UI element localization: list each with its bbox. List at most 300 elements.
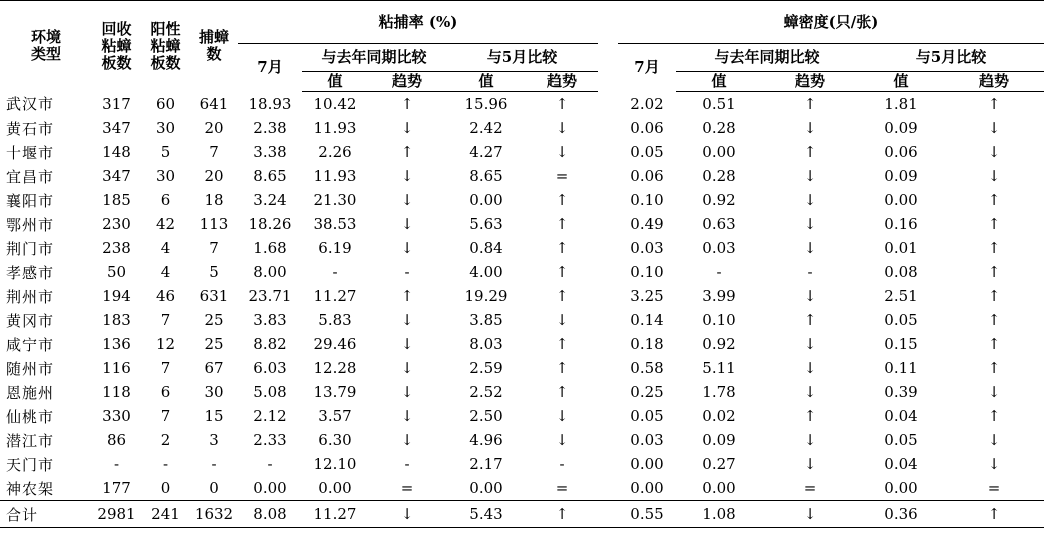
- cell-dens-july: 0.05: [630, 407, 664, 425]
- cell-dens-may-trend: ↓: [987, 455, 1001, 473]
- cell-captured: 7: [209, 239, 219, 257]
- cell-city: 仙桃市: [6, 407, 55, 426]
- cell-city: 荆州市: [6, 287, 55, 306]
- cell-rate-ly-val: 10.42: [313, 95, 357, 113]
- cell-rate-may-trend: ↑: [555, 359, 569, 377]
- header-capture-rate: 粘捕率 (%): [238, 1, 598, 44]
- cell-rate-ly-trend: ↓: [400, 383, 414, 401]
- cell-city: 襄阳市: [6, 191, 55, 210]
- cell-dens-ly-trend: ↑: [803, 311, 817, 329]
- cell-rate-july: 0.00: [253, 479, 287, 497]
- cell-dens-ly-val: 1.08: [676, 501, 762, 528]
- cell-dens-july: 0.18: [630, 335, 664, 353]
- header-captured: 捕蟑 数: [198, 28, 229, 64]
- cell-rate-july: 2.33: [253, 431, 287, 449]
- cell-dens-ly-trend: ↑: [803, 407, 817, 425]
- cell-dens-may-trend: ↑: [987, 215, 1001, 233]
- header-env-type: 环境 类型: [30, 28, 61, 64]
- cell-dens-may-trend: ↑: [987, 263, 1001, 281]
- cell-dens-may-val: 2.51: [884, 287, 918, 305]
- cell-dens-july: 3.25: [630, 287, 664, 305]
- header-gap: [598, 1, 618, 92]
- cell-rate-july: 8.08: [238, 501, 302, 528]
- cell-dens-may-trend: ↓: [987, 167, 1001, 185]
- header-value: 值: [302, 72, 368, 92]
- cell-rate-july: 18.26: [248, 215, 292, 233]
- cell-positive: 60: [155, 94, 176, 113]
- cell-rate-may-trend: ↑: [526, 501, 598, 528]
- cell-captured: 25: [204, 335, 224, 353]
- cell-rate-may-val: 4.96: [469, 431, 503, 449]
- cell-dens-ly-val: 0.28: [702, 167, 736, 185]
- cell-dens-ly-val: 5.11: [702, 359, 736, 377]
- cell-rate-ly-val: 11.93: [313, 167, 357, 185]
- cell-dens-ly-val: 0.00: [702, 479, 736, 497]
- cell-recovered: 2981: [92, 501, 141, 528]
- cell-positive: 6: [160, 191, 171, 209]
- cell-recovered: 116: [102, 359, 131, 377]
- cell-dens-ly-val: 3.99: [702, 287, 736, 305]
- cell-rate-may-val: 0.00: [469, 479, 503, 497]
- table-row: [0, 212, 1044, 236]
- cell-rate-ly-val: 21.30: [313, 191, 357, 209]
- cell-rate-ly-trend: ↑: [400, 95, 414, 113]
- cell-dens-ly-trend: ↓: [803, 119, 817, 137]
- cell-rate-may-trend: ↑: [555, 95, 569, 113]
- cell-dens-ly-trend: ↓: [803, 215, 817, 233]
- cell-recovered: 347: [102, 167, 131, 185]
- cell-city: 潜江市: [6, 431, 55, 450]
- table-row: [0, 404, 1044, 428]
- cell-city: 天门市: [6, 455, 55, 474]
- cell-positive: 6: [160, 383, 171, 401]
- cell-dens-july: 0.55: [618, 501, 676, 528]
- cell-rate-july: 8.82: [253, 335, 287, 353]
- cell-dens-july: 0.03: [630, 239, 664, 257]
- cell-positive: 30: [155, 167, 176, 185]
- header-dens-vs-last-year: 与去年同期比较: [676, 44, 858, 72]
- cell-rate-may-val: 0.84: [469, 239, 503, 257]
- cell-recovered: 86: [106, 431, 127, 449]
- cell-dens-ly-val: 0.51: [702, 95, 736, 113]
- cell-captured: 67: [204, 359, 224, 377]
- cell-positive: -: [162, 455, 169, 473]
- cell-rate-may-trend: ↑: [555, 239, 569, 257]
- cell-rate-may-val: 4.27: [469, 143, 503, 161]
- cell-positive: 7: [160, 407, 171, 425]
- cell-dens-july: 0.10: [630, 191, 664, 209]
- cell-city: 鄂州市: [6, 215, 55, 234]
- cell-dens-july: 0.00: [630, 455, 664, 473]
- cell-rate-july: 8.00: [253, 263, 287, 281]
- cell-dens-ly-trend: ↓: [803, 455, 817, 473]
- cell-dens-ly-val: 0.10: [702, 311, 736, 329]
- cell-rate-july: 6.03: [253, 359, 287, 377]
- cell-rate-ly-trend: ↓: [400, 191, 414, 209]
- cell-dens-may-val: 0.39: [884, 383, 918, 401]
- cell-dens-may-trend: ↑: [987, 287, 1001, 305]
- cell-city: 武汉市: [6, 95, 55, 114]
- cell-dens-may-val: 0.05: [884, 431, 918, 449]
- table-row: [0, 284, 1044, 308]
- cell-captured: 5: [209, 263, 219, 281]
- table-row: [0, 92, 1044, 117]
- cell-rate-ly-val: 5.83: [318, 311, 352, 329]
- gap-cell: [598, 260, 618, 284]
- cell-captured: -: [211, 455, 217, 473]
- gap-cell: [598, 284, 618, 308]
- cell-dens-may-trend: ↑: [987, 311, 1001, 329]
- cell-rate-may-trend: ↑: [555, 383, 569, 401]
- cell-recovered: 194: [102, 287, 131, 305]
- cell-rate-ly-val: 13.79: [313, 383, 357, 401]
- cell-rate-ly-trend: ↓: [400, 359, 414, 377]
- cell-rate-july: 18.93: [248, 94, 292, 113]
- cell-dens-ly-val: 0.27: [702, 455, 736, 473]
- cell-rate-may-trend: ↑: [555, 263, 569, 281]
- table-row: [0, 308, 1044, 332]
- cell-dens-ly-val: 0.92: [702, 191, 736, 209]
- cell-city: 咸宁市: [6, 335, 55, 354]
- cell-positive: 7: [160, 311, 171, 329]
- cell-rate-may-trend: =: [555, 167, 569, 185]
- cell-dens-ly-trend: ↓: [803, 383, 817, 401]
- header-recovered: 回收 粘蟑 板数: [101, 19, 132, 72]
- cell-city: 十堰市: [6, 143, 55, 162]
- cell-captured: 18: [204, 191, 224, 209]
- cell-recovered: 50: [106, 263, 127, 281]
- cell-dens-may-val: 0.08: [884, 263, 918, 281]
- cell-dens-may-trend: ↓: [987, 383, 1001, 401]
- cell-rate-may-trend: ↑: [555, 191, 569, 209]
- cell-rate-ly-trend: ↑: [400, 143, 414, 161]
- cell-dens-ly-trend: ↓: [803, 431, 817, 449]
- header-trend: 趋势: [762, 72, 858, 92]
- cell-rate-ly-trend: ↓: [400, 431, 414, 449]
- cell-recovered: 347: [102, 119, 131, 137]
- cell-rate-july: 8.65: [253, 167, 287, 185]
- cell-rate-may-trend: =: [555, 479, 569, 497]
- gap-cell: [598, 212, 618, 236]
- cell-rate-may-trend: ↑: [555, 215, 569, 233]
- header-value: 值: [446, 72, 526, 92]
- cell-dens-ly-val: -: [716, 263, 722, 281]
- gap-cell: [598, 428, 618, 452]
- cell-captured: 7: [209, 143, 219, 161]
- cell-dens-may-trend: =: [987, 479, 1001, 497]
- cell-rate-may-trend: -: [559, 455, 565, 473]
- gap-cell: [598, 332, 618, 356]
- table-row: [0, 260, 1044, 284]
- cell-dens-ly-val: 0.28: [702, 119, 736, 137]
- cell-dens-may-val: 0.09: [884, 119, 918, 137]
- header-rate-vs-last-year: 与去年同期比较: [302, 44, 446, 72]
- cell-positive: 4: [160, 239, 171, 257]
- cell-dens-may-trend: ↓: [987, 119, 1001, 137]
- cell-recovered: 148: [102, 143, 131, 161]
- cell-dens-ly-val: 0.92: [702, 335, 736, 353]
- cell-dens-ly-val: 0.09: [702, 431, 736, 449]
- cell-dens-may-val: 1.81: [884, 95, 918, 113]
- cell-rate-ly-trend: ↓: [400, 239, 414, 257]
- cell-rate-may-val: 4.00: [469, 263, 503, 281]
- gap-cell: [598, 356, 618, 380]
- cell-captured: 20: [204, 167, 224, 185]
- cell-dens-july: 0.58: [630, 359, 664, 377]
- cell-dens-july: 0.14: [630, 311, 664, 329]
- cell-rate-may-val: 5.63: [469, 215, 503, 233]
- cell-city: 随州市: [6, 359, 55, 378]
- cell-dens-may-val: 0.11: [884, 359, 918, 377]
- header-trend: 趋势: [368, 72, 446, 92]
- cell-rate-ly-val: 2.26: [318, 143, 352, 161]
- cell-dens-may-val: 0.06: [884, 143, 918, 161]
- header-rate-july: 7月: [257, 58, 283, 77]
- cell-rate-may-trend: ↑: [555, 335, 569, 353]
- cell-dens-ly-trend: -: [807, 263, 813, 281]
- total-row: [0, 501, 1044, 528]
- cell-rate-ly-trend: ↓: [400, 215, 414, 233]
- cell-captured: 631: [199, 287, 229, 305]
- cell-recovered: 185: [102, 191, 131, 209]
- cell-captured: 113: [199, 215, 229, 233]
- gap-cell: [598, 476, 618, 501]
- cell-city: 黄冈市: [6, 311, 55, 330]
- cell-dens-ly-val: 1.78: [702, 383, 736, 401]
- cell-dens-ly-trend: ↓: [803, 359, 817, 377]
- cell-captured: 15: [204, 407, 224, 425]
- cell-rate-ly-val: 6.30: [318, 431, 352, 449]
- cell-rate-ly-trend: -: [404, 263, 410, 281]
- header-positive: 阳性 粘蟑 板数: [150, 19, 181, 72]
- cell-rate-may-val: 2.50: [469, 407, 503, 425]
- cell-dens-may-trend: ↑: [987, 359, 1001, 377]
- cell-rate-ly-val: 3.57: [318, 407, 352, 425]
- cell-positive: 241: [141, 501, 190, 528]
- cell-rate-may-val: 8.65: [469, 167, 503, 185]
- cell-dens-may-val: 0.15: [884, 335, 918, 353]
- cell-positive: 0: [160, 479, 171, 497]
- cell-rate-ly-val: 12.28: [313, 359, 357, 377]
- table-row: [0, 140, 1044, 164]
- cell-rate-may-trend: ↑: [555, 287, 569, 305]
- cell-dens-may-trend: ↑: [987, 95, 1001, 113]
- cell-rate-july: 3.83: [253, 311, 287, 329]
- cell-dens-ly-trend: ↓: [803, 287, 817, 305]
- gap-cell: [598, 308, 618, 332]
- cell-rate-ly-trend: ↓: [400, 407, 414, 425]
- cell-rate-july: 1.68: [253, 239, 287, 257]
- header-dens-vs-may: 与5月比较: [858, 44, 1044, 72]
- cell-rate-ly-val: 29.46: [313, 335, 357, 353]
- cell-dens-may-val: 0.00: [884, 191, 918, 209]
- cell-rate-ly-trend: =: [400, 479, 414, 497]
- cell-dens-ly-trend: ↓: [762, 501, 858, 528]
- cell-dens-may-val: 0.04: [884, 407, 918, 425]
- cell-rate-may-val: 0.00: [469, 191, 503, 209]
- cell-rate-ly-trend: ↓: [400, 119, 414, 137]
- cell-dens-july: 0.06: [630, 167, 664, 185]
- cell-dens-may-trend: ↑: [987, 239, 1001, 257]
- cell-dens-ly-trend: ↓: [803, 167, 817, 185]
- cell-rate-may-val: 19.29: [464, 287, 508, 305]
- gap-cell: [598, 140, 618, 164]
- cell-city: 宜昌市: [6, 167, 55, 186]
- cell-rate-ly-val: -: [332, 263, 338, 281]
- cell-dens-ly-val: 0.03: [702, 239, 736, 257]
- cell-dens-ly-trend: =: [803, 479, 817, 497]
- cell-city: 恩施州: [6, 383, 55, 402]
- cell-dens-ly-val: 0.00: [702, 143, 736, 161]
- cell-rate-july: 3.24: [253, 191, 287, 209]
- cell-dens-july: 0.05: [630, 143, 664, 161]
- cell-rate-ly-val: 11.27: [313, 287, 357, 305]
- cell-positive: 7: [160, 359, 171, 377]
- gap-cell: [598, 404, 618, 428]
- cell-rate-ly-val: 6.19: [318, 239, 352, 257]
- cell-rate-july: 3.38: [253, 143, 287, 161]
- cell-dens-july: 2.02: [630, 94, 664, 113]
- header-dens-july: 7月: [634, 58, 660, 77]
- cell-recovered: 238: [102, 239, 131, 257]
- cell-dens-may-val: 0.04: [884, 455, 918, 473]
- cell-dens-july: 0.00: [630, 479, 664, 497]
- cell-recovered: 330: [102, 407, 131, 425]
- cell-dens-may-trend: ↑: [987, 191, 1001, 209]
- table-row: [0, 452, 1044, 476]
- cell-rate-ly-trend: ↑: [400, 287, 414, 305]
- cell-dens-may-val: 0.09: [884, 167, 918, 185]
- cell-captured: 30: [204, 383, 224, 401]
- cell-recovered: 177: [102, 479, 131, 497]
- table-body: [0, 92, 1044, 528]
- cell-captured: 1632: [190, 501, 238, 528]
- cell-positive: 42: [155, 215, 176, 233]
- cell-positive: 2: [160, 431, 171, 449]
- header-density: 蟑密度(只/张): [618, 1, 1044, 44]
- cell-city: 合计: [0, 501, 92, 528]
- cell-positive: 5: [160, 143, 171, 161]
- gap-cell: [598, 501, 618, 528]
- cell-dens-july: 0.03: [630, 431, 664, 449]
- header-value: 值: [676, 72, 762, 92]
- header-value: 值: [858, 72, 944, 92]
- cell-rate-july: 2.12: [253, 407, 287, 425]
- cell-rate-july: 23.71: [248, 287, 292, 305]
- cell-dens-may-trend: ↑: [987, 335, 1001, 353]
- cell-city: 黄石市: [6, 119, 55, 138]
- cell-rate-may-val: 2.17: [469, 455, 503, 473]
- cell-rate-ly-trend: ↓: [368, 501, 446, 528]
- cell-captured: 25: [204, 311, 224, 329]
- cell-rate-may-val: 2.52: [469, 383, 503, 401]
- cell-dens-july: 0.25: [630, 383, 664, 401]
- table-row: [0, 332, 1044, 356]
- cell-dens-may-trend: ↑: [944, 501, 1044, 528]
- cell-rate-july: 5.08: [253, 383, 287, 401]
- cell-rate-may-trend: ↓: [555, 119, 569, 137]
- header-trend: 趋势: [944, 72, 1044, 92]
- cell-dens-may-val: 0.00: [884, 479, 918, 497]
- cell-rate-ly-val: 0.00: [318, 479, 352, 497]
- cell-rate-may-val: 3.85: [469, 311, 503, 329]
- table-row: [0, 116, 1044, 140]
- gap-cell: [598, 164, 618, 188]
- cell-rate-ly-trend: -: [404, 455, 410, 473]
- cell-rate-ly-val: 11.93: [313, 119, 357, 137]
- cell-dens-may-trend: ↓: [987, 431, 1001, 449]
- cell-rate-ly-val: 12.10: [313, 455, 357, 473]
- cell-recovered: 317: [102, 94, 131, 113]
- cell-rate-ly-val: 11.27: [302, 501, 368, 528]
- cell-captured: 641: [199, 94, 229, 113]
- cell-dens-may-val: 0.16: [884, 215, 918, 233]
- cell-positive: 4: [160, 263, 171, 281]
- cell-positive: 30: [155, 119, 176, 137]
- cell-rate-may-val: 8.03: [469, 335, 503, 353]
- cell-rate-may-trend: ↓: [555, 143, 569, 161]
- cell-city: 神农架: [6, 479, 55, 498]
- cell-recovered: -: [113, 455, 120, 473]
- gap-cell: [598, 188, 618, 212]
- cell-dens-may-val: 0.36: [858, 501, 944, 528]
- cell-dens-july: 0.49: [630, 215, 664, 233]
- cell-dens-july: 0.10: [630, 263, 664, 281]
- cell-dens-ly-trend: ↓: [803, 335, 817, 353]
- table-row: [0, 356, 1044, 380]
- gap-cell: [598, 236, 618, 260]
- table-row: [0, 236, 1044, 260]
- cell-rate-july: 2.38: [253, 119, 287, 137]
- cell-rate-may-val: 5.43: [446, 501, 526, 528]
- cell-city: 孝感市: [6, 263, 55, 282]
- gap-cell: [598, 92, 618, 117]
- cell-dens-may-val: 0.05: [884, 311, 918, 329]
- cell-rate-ly-trend: ↓: [400, 311, 414, 329]
- gap-cell: [598, 116, 618, 140]
- cell-city: 荆门市: [6, 239, 55, 258]
- cell-recovered: 230: [102, 215, 131, 233]
- cell-rate-ly-trend: ↓: [400, 335, 414, 353]
- cell-recovered: 136: [102, 335, 131, 353]
- cell-rate-may-trend: ↓: [555, 431, 569, 449]
- table-row: [0, 476, 1044, 501]
- gap-cell: [598, 380, 618, 404]
- cell-rate-ly-val: 38.53: [313, 215, 357, 233]
- cell-rate-may-val: 2.59: [469, 359, 503, 377]
- cell-rate-ly-trend: ↓: [400, 167, 414, 185]
- cell-captured: 0: [209, 479, 219, 497]
- cell-dens-ly-val: 0.02: [702, 407, 736, 425]
- cell-dens-may-trend: ↓: [987, 143, 1001, 161]
- table-row: [0, 428, 1044, 452]
- cell-rate-may-trend: ↓: [555, 407, 569, 425]
- cell-dens-ly-trend: ↑: [803, 143, 817, 161]
- header-trend: 趋势: [526, 72, 598, 92]
- cell-dens-ly-trend: ↓: [803, 239, 817, 257]
- cell-recovered: 118: [102, 383, 131, 401]
- table-row: [0, 188, 1044, 212]
- cell-dens-may-val: 0.01: [884, 239, 918, 257]
- header-rate-vs-may: 与5月比较: [446, 44, 598, 72]
- cell-dens-ly-trend: ↓: [803, 191, 817, 209]
- cell-dens-may-trend: ↑: [987, 407, 1001, 425]
- cell-captured: 3: [209, 431, 219, 449]
- cell-rate-may-trend: ↓: [555, 311, 569, 329]
- cell-rate-may-val: 2.42: [469, 119, 503, 137]
- cell-rate-may-val: 15.96: [464, 95, 508, 113]
- cell-recovered: 183: [102, 311, 131, 329]
